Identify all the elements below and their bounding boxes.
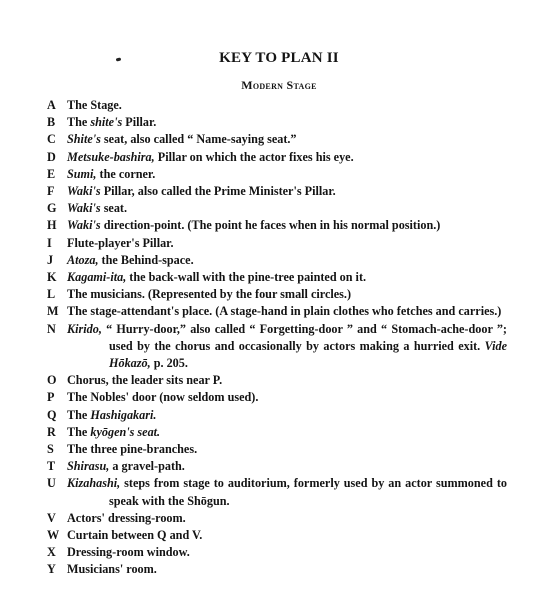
key-description	[67, 114, 507, 131]
key-description	[67, 544, 507, 561]
italic-term: Vide Hōkazō,	[109, 338, 507, 371]
italic-term: Metsuke-bashira,	[67, 149, 155, 164]
description-text: a gravel-path.	[109, 459, 185, 474]
key-entry	[47, 235, 507, 252]
key-letter: M	[47, 304, 59, 319]
key-letter: W	[47, 528, 60, 543]
italic-term: Waki's	[67, 201, 101, 216]
key-description	[67, 149, 507, 166]
italic-term: Kagami-ita,	[67, 270, 127, 285]
key-letter: L	[47, 287, 56, 302]
key-description	[67, 407, 507, 424]
key-letter: N	[47, 321, 56, 336]
key-letter: H	[47, 218, 57, 233]
key-description	[67, 458, 507, 475]
key-description	[67, 183, 507, 200]
key-description	[67, 424, 507, 441]
key-entry	[47, 458, 507, 475]
key-description	[67, 510, 507, 527]
key-entry	[47, 321, 507, 373]
key-description	[67, 235, 507, 252]
description-text: The	[67, 115, 91, 130]
description-text: The Stage.	[67, 98, 122, 112]
description-text: Curtain between Q and V.	[67, 528, 203, 543]
key-entry	[47, 252, 507, 269]
description-text: The stage-attendant's place. (A stage-hand in plain clothes who fetches and carries.)	[67, 304, 502, 319]
key-letter: E	[47, 166, 56, 181]
description-text: steps from stage to auditorium, formerly used by an actor summoned to speak with the Shōgun.	[109, 476, 507, 508]
key-entry	[47, 475, 507, 509]
key-entry	[47, 114, 507, 131]
italic-term: Shirasu,	[67, 459, 110, 474]
key-description	[67, 389, 507, 406]
key-letter: G	[47, 201, 57, 216]
key-entry	[47, 131, 507, 148]
key-entry	[47, 97, 507, 114]
key-entry	[47, 372, 507, 389]
italic-term: Sumi,	[67, 166, 97, 181]
description-text: The	[67, 407, 91, 422]
key-description	[67, 97, 507, 114]
key-description	[67, 527, 507, 544]
key-description	[67, 269, 507, 286]
description-text: Pillar, also called the Prime Minister's Pillar.	[100, 184, 336, 199]
key-description	[67, 321, 507, 373]
key-entry	[47, 286, 507, 303]
key-description	[67, 252, 507, 269]
key-letter: Y	[47, 562, 56, 577]
italic-term: Waki's	[67, 218, 101, 233]
description-text: seat.	[100, 201, 128, 216]
key-letter: C	[47, 132, 56, 147]
key-entry	[47, 407, 507, 424]
key-entry	[47, 527, 507, 544]
key-entry	[47, 544, 507, 561]
description-text: the back-wall with the pine-tree painted on it.	[126, 270, 367, 285]
key-entry	[47, 269, 507, 286]
key-letter: V	[47, 510, 56, 525]
key-entry	[47, 217, 507, 234]
page-title: KEY TO PLAN II	[219, 50, 339, 66]
key-entry	[47, 510, 507, 527]
key-description	[67, 475, 507, 509]
description-text: Dressing-room window.	[67, 545, 190, 560]
description-text: Flute-player's Pillar.	[67, 235, 174, 250]
description-text: p. 205.	[150, 356, 188, 371]
description-text: the corner.	[96, 166, 156, 181]
key-entry	[47, 166, 507, 183]
key-entry	[47, 424, 507, 441]
key-entry	[47, 183, 507, 200]
key-entry	[47, 303, 507, 320]
key-letter: T	[47, 459, 56, 474]
key-entry	[47, 389, 507, 406]
key-letter: P	[47, 390, 55, 405]
key-description	[67, 441, 507, 458]
italic-term: Kirido,	[67, 321, 102, 336]
description-text: direction-point. (The point he faces when in his normal position.)	[100, 218, 441, 233]
key-letter: U	[47, 476, 56, 491]
description-text: “ Hurry-door,” also called “ Forgetting-door ” and “ Stomach-ache-door ”; used by the chorus and occasionally by actors making a hurried exit.	[101, 321, 507, 353]
key-description	[67, 166, 507, 183]
italic-term: Waki's	[67, 184, 101, 199]
key-list	[47, 97, 507, 579]
description-text: Pillar.	[122, 115, 157, 130]
italic-term: Atoza,	[67, 252, 99, 267]
key-letter: F	[47, 184, 55, 199]
italic-term: Shite's	[67, 132, 101, 147]
key-letter: I	[47, 235, 52, 250]
key-description	[67, 303, 507, 320]
key-letter: R	[47, 424, 56, 439]
key-description	[67, 217, 507, 234]
key-letter: B	[47, 115, 56, 130]
key-description	[67, 372, 507, 389]
description-text: Actors' dressing-room.	[67, 510, 186, 525]
description-text: Musicians' room.	[67, 562, 157, 577]
page-subtitle: Modern Stage	[241, 78, 317, 92]
description-text: the Behind-space.	[98, 252, 194, 267]
key-entry	[47, 561, 507, 578]
key-letter: S	[47, 442, 54, 457]
key-letter: Q	[47, 407, 57, 422]
description-text: The	[67, 424, 91, 439]
key-entry	[47, 200, 507, 217]
key-entry	[47, 149, 507, 166]
italic-term: shite's	[90, 115, 123, 130]
key-description	[67, 200, 507, 217]
key-letter: K	[47, 270, 57, 285]
key-description	[67, 286, 507, 303]
description-text: Pillar on which the actor fixes his eye.	[154, 149, 354, 164]
description-text: The musicians. (Represented by the four small circles.)	[67, 287, 352, 302]
key-letter: A	[47, 98, 56, 112]
key-description	[67, 561, 507, 578]
key-entry	[47, 441, 507, 458]
description-text: The three pine-branches.	[67, 442, 198, 457]
key-description	[67, 131, 507, 148]
key-letter: O	[47, 373, 57, 388]
key-letter: J	[47, 252, 54, 267]
key-letter: X	[47, 545, 56, 560]
italic-term: kyōgen's seat.	[90, 424, 161, 439]
italic-term: Kizahashi,	[67, 476, 121, 491]
description-text: The Nobles' door (now seldom used).	[67, 390, 259, 405]
italic-term: Hashigakari.	[90, 407, 157, 422]
description-text: seat, also called “ Name-saying seat.”	[100, 132, 297, 147]
description-text: Chorus, the leader sits near P.	[67, 373, 223, 388]
key-letter: D	[47, 149, 56, 164]
